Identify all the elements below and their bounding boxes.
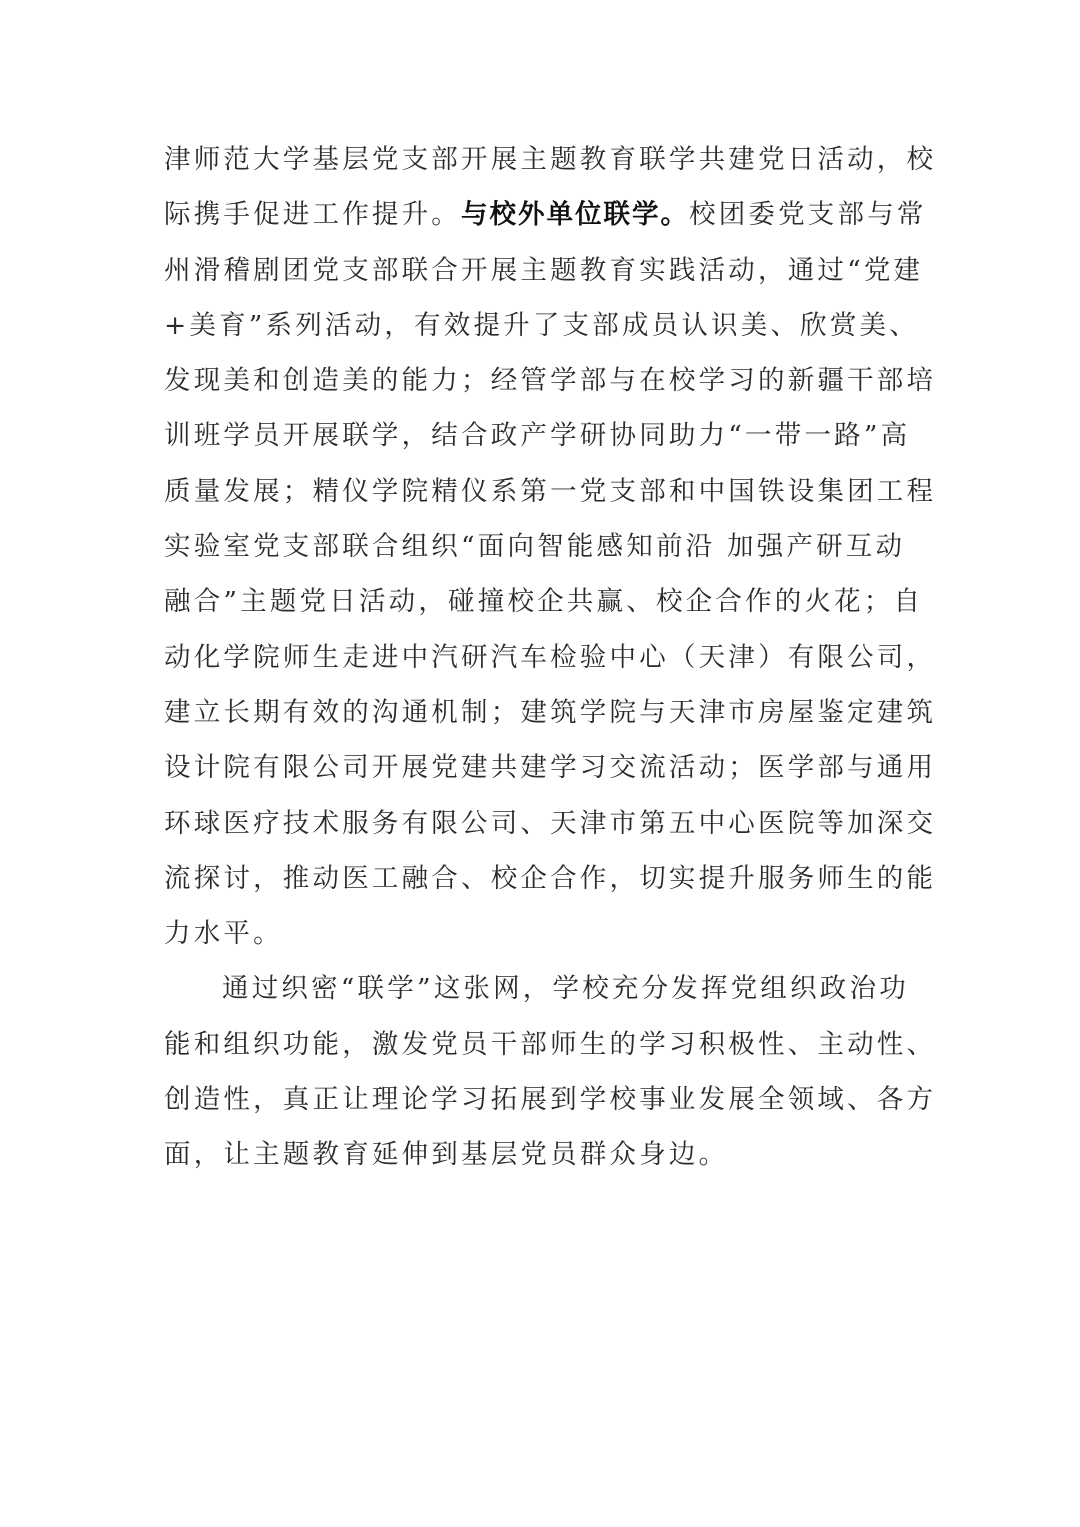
text-line: 力水平。 <box>164 918 283 950</box>
text-line: 环球医疗技术服务有限公司、天津市第五中心医院等加深交 <box>164 807 937 839</box>
text-line: 融合”主题党日活动，碰撞校企共赢、校企合作的火花；自 <box>164 586 924 618</box>
text-line: 创造性，真正让理论学习拓展到学校事业发展全领域、各方 <box>164 1084 937 1116</box>
text-segment: 际携手促进工作提升。 <box>164 199 461 231</box>
paragraph-1 <box>164 132 937 961</box>
text-line: 通过织密“联学”这张网，学校充分发挥党组织政治功 <box>222 973 909 1005</box>
text-line: 质量发展；精仪学院精仪系第一党支部和中国铁设集团工程 <box>164 475 937 507</box>
text-line: 发现美和创造美的能力；经管学部与在校学习的新疆干部培 <box>164 365 937 397</box>
bold-heading: 与校外单位联学。 <box>461 199 689 231</box>
body-text <box>164 132 937 1183</box>
text-line: 面，让主题教育延伸到基层党员群众身边。 <box>164 1139 729 1171</box>
text-line: 州滑稽剧团党支部联合开展主题教育实践活动，通过“党建 <box>164 254 924 286</box>
text-line: 训班学员开展联学，结合政产学研协同助力“一带一路”高 <box>164 420 911 452</box>
text-line: 动化学院师生走进中汽研汽车检验中心（天津）有限公司， <box>164 641 937 673</box>
text-line: 实验室党支部联合组织“面向智能感知前沿 加强产研互动 <box>164 531 906 563</box>
text-line <box>164 187 927 242</box>
text-line: 建立长期有效的沟通机制；建筑学院与天津市房屋鉴定建筑 <box>164 696 937 728</box>
text-line: 设计院有限公司开展党建共建学习交流活动；医学部与通用 <box>164 752 937 784</box>
text-line: 流探讨，推动医工融合、校企合作，切实提升服务师生的能 <box>164 862 937 894</box>
paragraph-2 <box>164 961 937 1182</box>
text-segment: 校团委党支部与常 <box>689 199 927 231</box>
text-line: +美育”系列活动，有效提升了支部成员认识美、欣赏美、 <box>164 309 919 341</box>
text-line: 能和组织功能，激发党员干部师生的学习积极性、主动性、 <box>164 1028 937 1060</box>
text-line: 津师范大学基层党支部开展主题教育联学共建党日活动，校 <box>164 144 937 175</box>
